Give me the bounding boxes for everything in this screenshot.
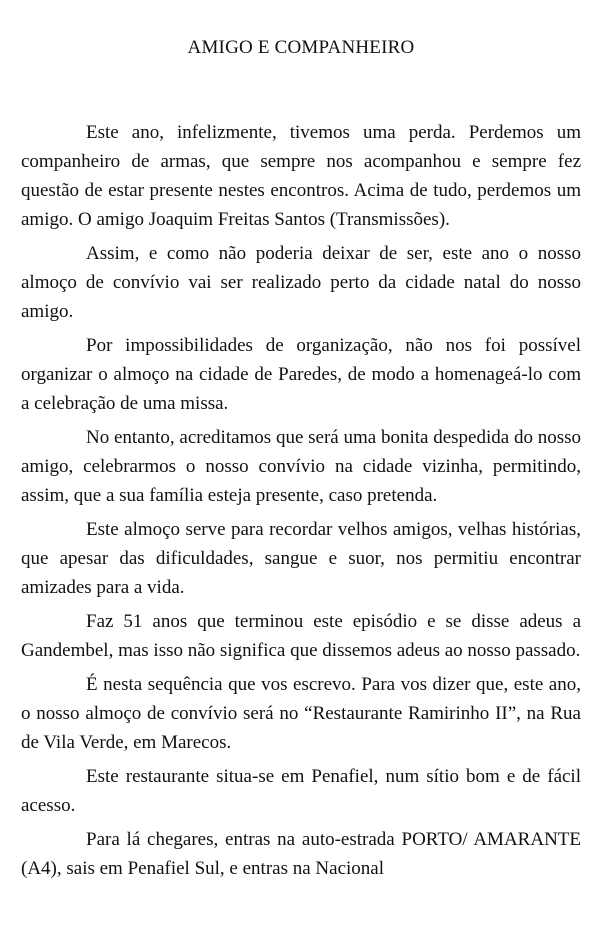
paragraph-5: Este almoço serve para recordar velhos amigos, velhas histórias, que apesar das dificuldades, sangue e suor, nos permitiu encontrar amizades para a vida. (21, 519, 581, 598)
paragraph-1: Este ano, infelizmente, tivemos uma perda. Perdemos um companheiro de armas, que sempre nos acompanhou e sempre fez questão de estar presente nestes encontros. Acima de tudo, perdemos um amigo. O amigo Joaquim Freitas Santos (Transmissões). (21, 122, 581, 230)
document-title: AMIGO E COMPANHEIRO (187, 37, 415, 58)
paragraph-9: Para lá chegares, entras na auto-estrada PORTO/ AMARANTE (A4), sais em Penafiel Sul, e entras na Nacional (21, 829, 581, 879)
paragraph-8: Este restaurante situa-se em Penafiel, num sítio bom e de fácil acesso. (21, 766, 581, 816)
paragraph-2: Assim, e como não poderia deixar de ser, este ano o nosso almoço de convívio vai ser realizado perto da cidade natal do nosso amigo. (21, 243, 581, 322)
paragraph-4: No entanto, acreditamos que será uma bonita despedida do nosso amigo, celebrarmos o nosso convívio na cidade vizinha, permitindo, assim, que a sua família esteja presente, caso pretenda. (21, 427, 581, 506)
paragraph-3: Por impossibilidades de organização, não nos foi possível organizar o almoço na cidade de Paredes, de modo a homenageá-lo com a celebração de uma missa. (21, 335, 581, 414)
document-body (21, 118, 581, 888)
paragraph-7: É nesta sequência que vos escrevo. Para vos dizer que, este ano, o nosso almoço de convívio será no “Restaurante Ramirinho II”, na Rua de Vila Verde, em Marecos. (21, 674, 581, 753)
paragraph-6: Faz 51 anos que terminou este episódio e se disse adeus a Gandembel, mas isso não significa que dissemos adeus ao nosso passado. (21, 611, 581, 661)
